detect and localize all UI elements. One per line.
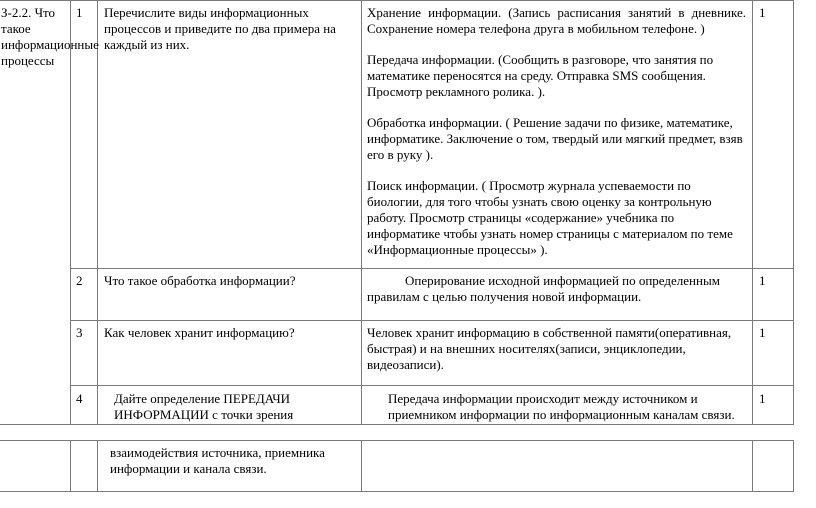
answer-paragraph: Поиск информации. ( Просмотр журнала успеваемости по биологии, для того чтобы узнать свою оценку за контрольную работу. Просмотр страницы «содержание» учебника по информатике чтобы узнать номер страницы с материалом по теме «Информационные процессы» ). [367,178,733,257]
col-divider [97,0,98,425]
table-border-right [793,440,794,492]
col-divider [70,0,71,425]
row-divider [70,268,794,269]
col-divider [97,440,98,492]
question-cell: Как человек хранит информацию? [104,325,295,340]
row-number: 4 [76,391,83,406]
answer-paragraph: Передача информации. (Сообщить в разговоре, что занятия по математике переносятся на среду. Отправка SMS сообщения. Просмотр рекламного ролика. ). [367,52,714,99]
row-divider [70,320,794,321]
answer-cell [367,5,746,258]
score-cell: 1 [759,325,766,340]
col-divider [752,0,753,425]
answer-cell: Оперирование исходной информацией по определенным правилам с целью получения новой информации. [367,273,720,304]
answer-cell: Человек хранит информацию в собственной памяти(оперативная, быстрая) и на внешних носителях(записи, энциклопедии, видеозаписи). [367,325,732,372]
table-border-bottom [0,491,794,492]
question-cell: Дайте определение ПЕРЕДАЧИ ИНФОРМАЦИИ с точки зрения [114,391,294,422]
col-divider [361,0,362,425]
table-border-right [793,0,794,425]
question-cell: Перечислите виды информационных процессов и приведите по два примера на каждый из них. [104,5,336,52]
col-divider [361,440,362,492]
answer-cell: Передача информации происходит между источником и приемником информации по информационным каналам связи. [388,391,735,422]
answer-paragraph: Хранение информации. (Запись расписания занятий в дневнике. Сохранение номера телефона друга в мобильном телефоне. ) [367,5,746,36]
table-border-bottom [0,424,794,425]
row-number: 3 [76,325,83,340]
table-border-top [0,0,794,1]
answer-paragraph: Обработка информации. ( Решение задачи по физике, математике, информатике. Заключение о том, твердый или мягкий предмет, взяв его в руку ). [367,115,743,162]
row-divider [70,385,794,386]
topic-cell [1,5,99,69]
col-divider [70,440,71,492]
row-number: 1 [76,5,83,20]
row-number: 2 [76,273,83,288]
score-cell: 1 [759,391,766,406]
table-border-top [0,440,794,441]
col-divider [752,440,753,492]
topic-text: З-2.2. Что такое информационные процессы [1,5,99,68]
score-cell: 1 [759,273,766,288]
score-cell: 1 [759,5,766,20]
question-cell: Что такое обработка информации? [104,273,296,288]
question-continuation: взаимодействия источника, приемника информации и канала связи. [110,445,325,476]
